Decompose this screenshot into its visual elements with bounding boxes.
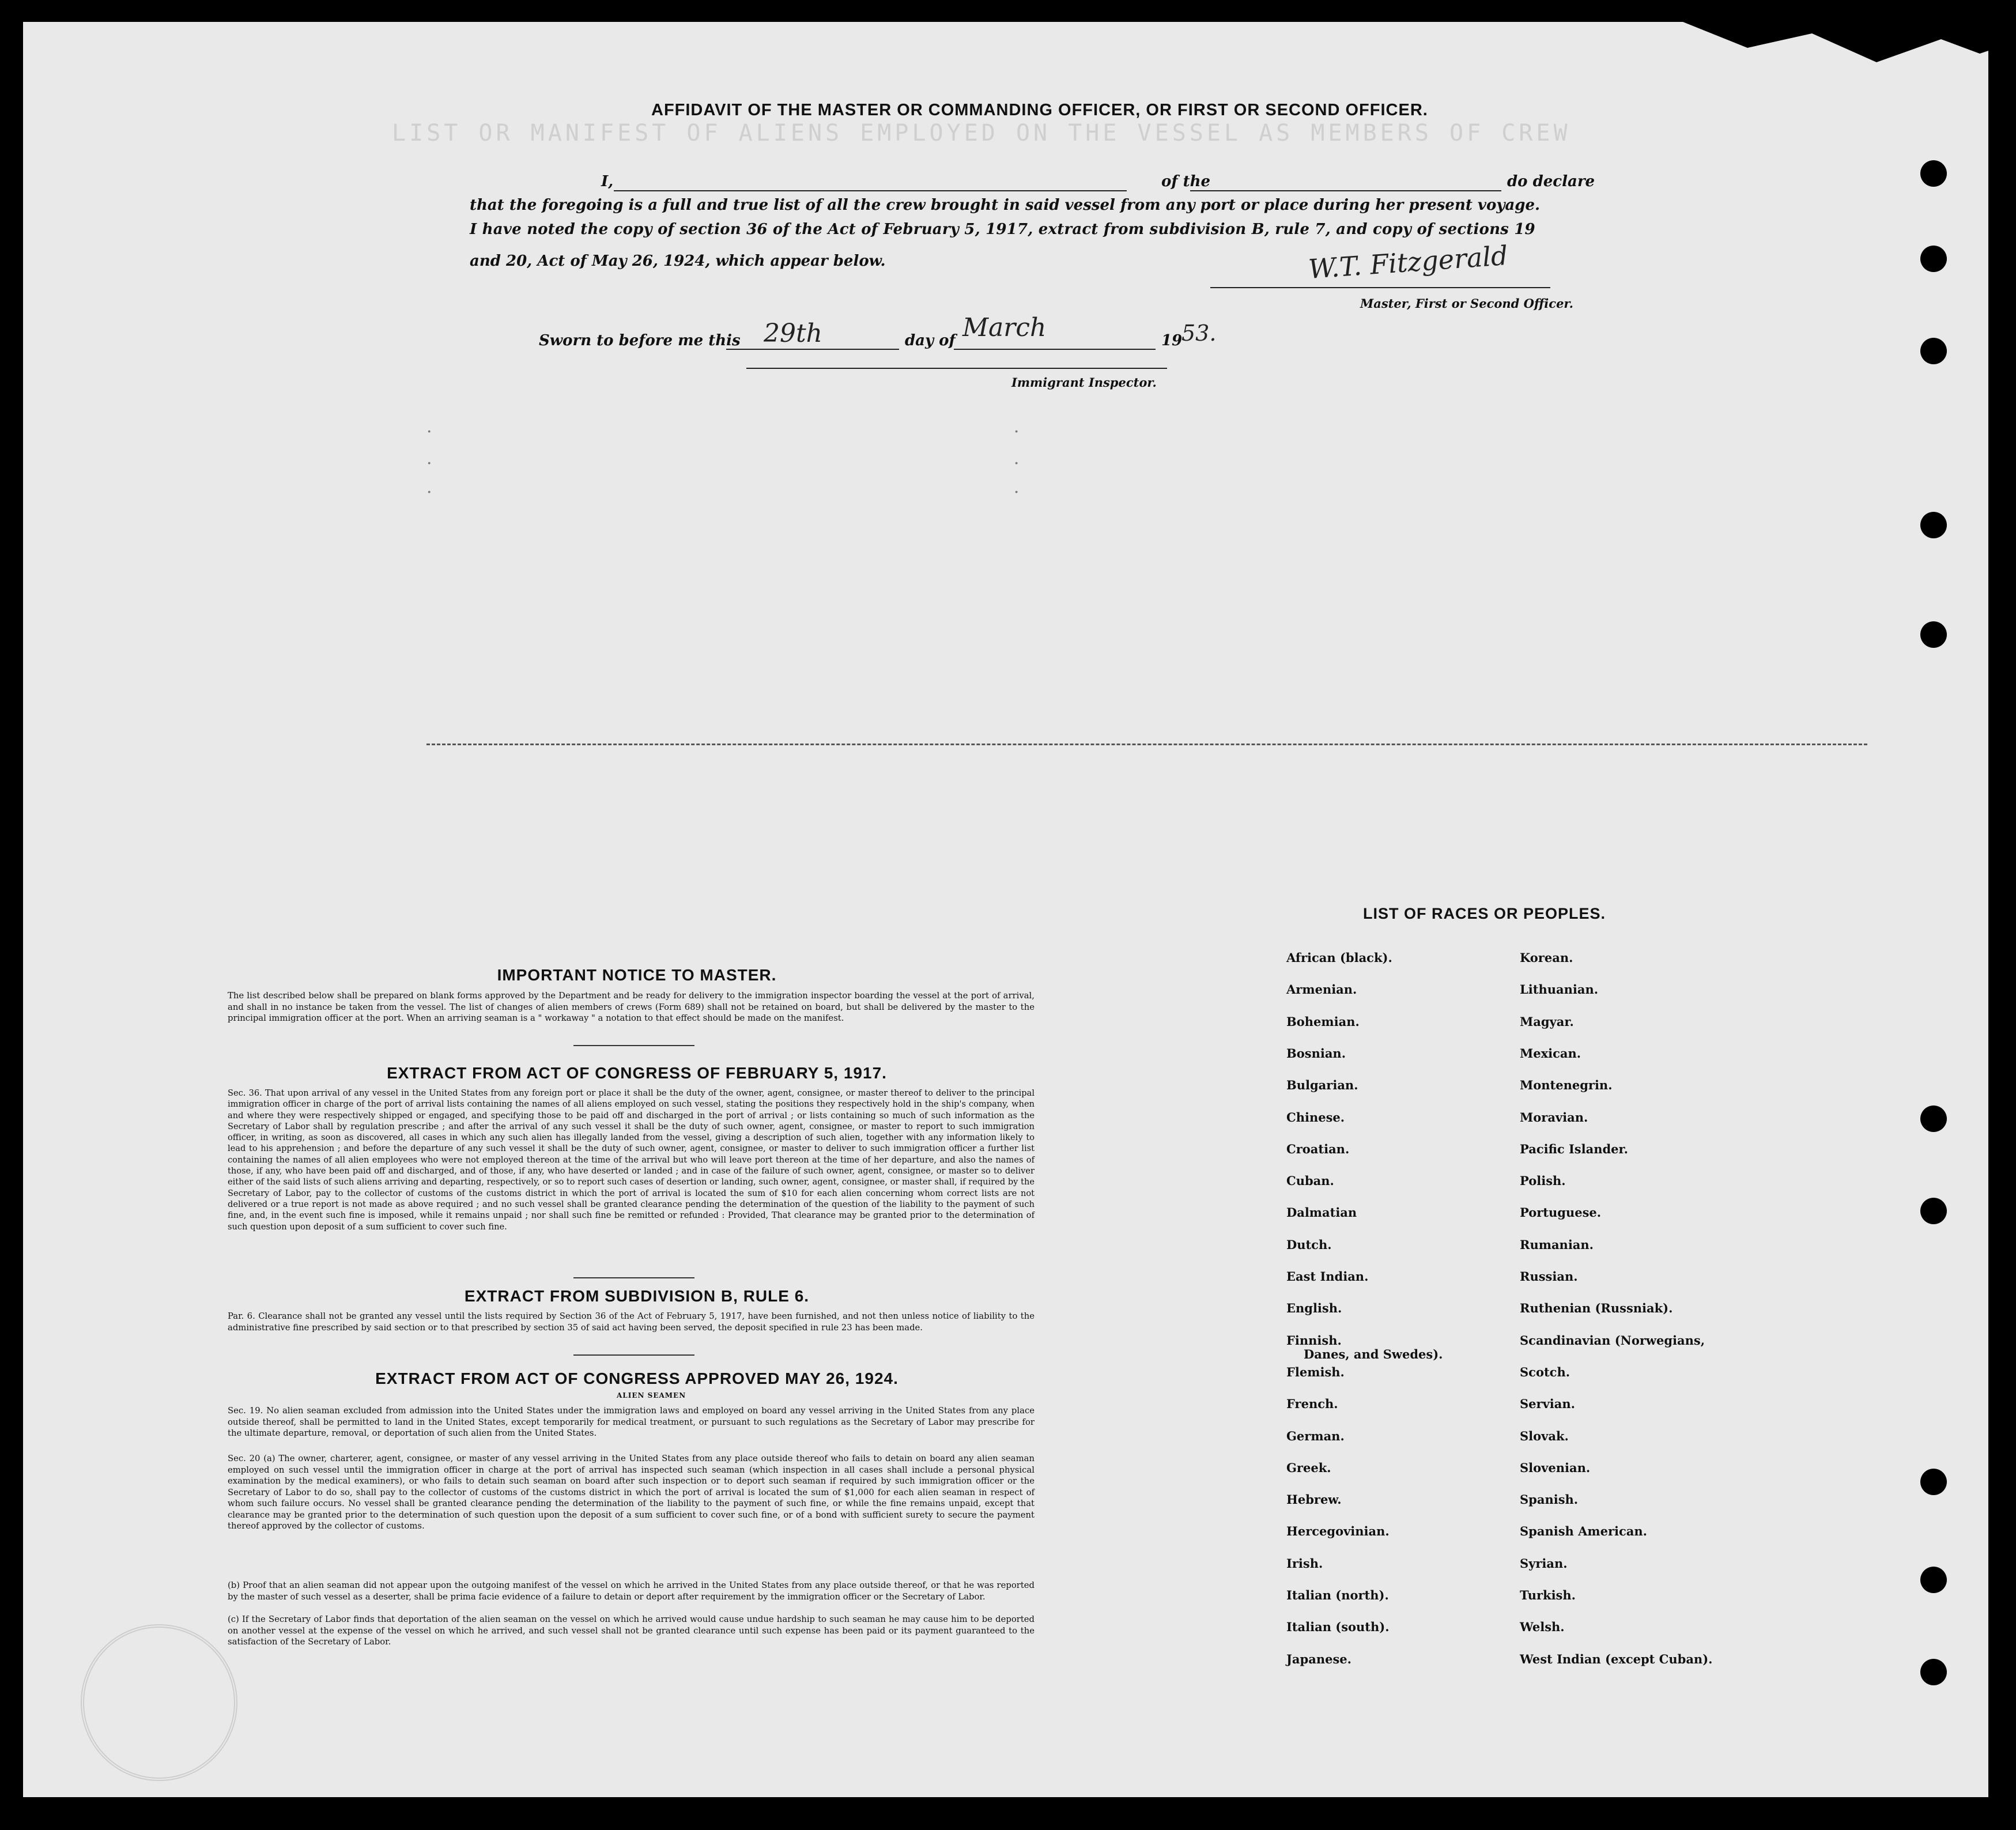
punch-hole	[1920, 1198, 1947, 1224]
sworn-day: 29th	[764, 319, 823, 348]
affidavit-i: I,	[601, 173, 614, 190]
race-item: Dutch.	[1286, 1237, 1332, 1252]
torn-corner	[1683, 22, 1988, 80]
race-item: Flemish.	[1286, 1364, 1345, 1379]
extract-rule6-title: EXTRACT FROM SUBDIVISION B, RULE 6.	[464, 1287, 810, 1305]
race-item: Syrian.	[1520, 1556, 1568, 1571]
punch-hole	[1920, 1567, 1947, 1593]
alien-seamen-subtitle: ALIEN SEAMEN	[617, 1391, 686, 1399]
sworn-month: March	[962, 313, 1047, 342]
extract-1917-body: Sec. 36. That upon arrival of any vessel in the United States from any foreign port or place it shall be the duty of the owner, agent, consignee, or master thereof to deliver to the principal immigration officer in charge of the port of arrival lists containing the names of all aliens employed on such vessel, stating the positions they respectively hold in the ship's company, when and where they were respectively shipped or engaged, and specifying those to be paid off and discharged in the port of arrival ; or lists containing so much of such information as the Secretary of Labor shall by regulation prescribe ; and after the arrival of any such vessel it shall be the duty of such owner, agent, consignee, or master to report to such immigration officer, in writing, as soon as discovered, all cases in which any such alien has illegally landed from the vessel, giving a description of such alien, together with any information likely to lead to his apprehension ; and before the departure of any such vessel it shall be the duty of such owner, agent, consignee, or master to deliver to such immigration officer a further list containing the names of all alien employees who were not employed thereon at the time of the arrival but who will leave port thereon at the time of her departure, and also the names of those, if any, who have been paid off and discharged, and of those, if any, who have deserted or landed ; and in case of the failure of such owner, agent, consignee, or master so to deliver either of the said lists of such aliens arriving and departing, respectively, or so to report such cases of desertion or landing, such owner, agent, consignee, or master shall, if required by the Secretary of Labor, pay to the collector of customs of the customs district in which the port of arrival is located the sum of $10 for each alien concerning whom correct lists are not delivered or a true report is not made as above required ; and no such vessel shall be granted clearance pending the determination of the question of the liability to the payment of such fine, and, in the event such fine is imposed, while it remains unpaid ; nor shall such fine be remitted or refunded : Provided, That clearance may be granted prior to the determination of such question upon deposit of a sum sufficient to cover such fine.	[228, 1088, 1035, 1232]
dot-leaders: . .	[426, 417, 1030, 437]
race-item: Hebrew.	[1286, 1492, 1342, 1507]
race-item: Moravian.	[1520, 1110, 1588, 1125]
affidavit-declare: do declare	[1507, 173, 1595, 190]
race-item: Hercegovinian.	[1286, 1524, 1390, 1539]
race-item: Croatian.	[1286, 1141, 1350, 1156]
name-blank-line	[614, 190, 1127, 191]
sec-20c: (c) If the Secretary of Labor finds that deportation of the alien seaman on the vessel on which he arrived would cause undue hardship to such seaman he may cause him to be deported on another vessel at the expense of the vessel on which he arrived, and such vessel shall not be granted clearance until such expense has been paid or its payment guaranteed to the satisfaction of the Secretary of Labor.	[228, 1614, 1035, 1647]
punch-hole	[1920, 246, 1947, 272]
sec-20a: Sec. 20 (a) The owner, charterer, agent, consignee, or master of any vessel arriving in the United States from any place outside thereof who fails to detain on board any alien seaman employed on such vessel until the immigration officer in charge at the port of arrival has inspected such seaman (which inspection in all cases shall include a personal physical examination by the medical examiners), or who fails to detain such seaman on board after such inspection or to deport such seaman if required by such immigration officer or the Secretary of Labor to do so, shall pay to the collector of customs of the customs district in which the port of arrival is located the sum of $1,000 for each alien seaman in respect of whom such failure occurs. No vessel shall be granted clearance pending the determination of the liability to the payment of such fine, or while the fine remains unpaid, except that clearance may be granted prior to the determination of such question upon the deposit of a sum sufficient to cover such fine, or of a bond with sufficient surety to secure the payment thereof approved by the collector of customs.	[228, 1454, 1035, 1531]
race-item: Japanese.	[1286, 1651, 1351, 1666]
race-item: English.	[1286, 1301, 1342, 1316]
signature: W.T. Fitzgerald	[1307, 239, 1509, 285]
race-item: Pacific Islander.	[1520, 1141, 1628, 1156]
punch-hole	[1920, 512, 1947, 538]
race-item: Finnish.	[1286, 1333, 1342, 1348]
day-of-label: day of	[905, 332, 956, 349]
section-rule	[573, 1277, 694, 1278]
race-item: Scotch.	[1520, 1364, 1570, 1379]
punch-hole	[1920, 1469, 1947, 1495]
affidavit-of-the: of the	[1161, 173, 1211, 190]
inspector-signature-line	[746, 368, 1167, 369]
race-item: West Indian (except Cuban).	[1520, 1651, 1713, 1666]
year-prefix: 19	[1161, 332, 1183, 349]
races-title: LIST OF RACES OR PEOPLES.	[1363, 905, 1606, 922]
race-item: Mexican.	[1520, 1046, 1581, 1061]
race-item: Italian (north).	[1286, 1588, 1389, 1602]
sec-19: Sec. 19. No alien seaman excluded from admission into the United States under the immigration laws and employed on board any vessel arriving in the United States from any place outside thereof, shall be permitted to land in the United States, except temporarily for medical treatment, or pursuant to such regulations as the Secretary of Labor may prescribe for the ultimate departure, removal, or deportation of such alien from the United States.	[228, 1406, 1035, 1438]
affidavit-line-2: that the foregoing is a full and true list of all the crew brought in said vessel from any port or place during her present voyage.	[470, 197, 1541, 214]
race-item: Scandinavian (Norwegians,	[1520, 1333, 1705, 1348]
race-item: Slovak.	[1520, 1428, 1569, 1443]
official-seal	[81, 1624, 237, 1781]
extract-1917-title: EXTRACT FROM ACT OF CONGRESS OF FEBRUARY 5, 1917.	[387, 1064, 887, 1082]
race-item: Polish.	[1520, 1174, 1566, 1188]
punch-hole	[1920, 1105, 1947, 1132]
notice-title: IMPORTANT NOTICE TO MASTER.	[497, 966, 777, 984]
race-item: Ruthenian (Russniak).	[1520, 1301, 1673, 1316]
section-rule	[573, 1045, 694, 1046]
affidavit-title: AFFIDAVIT OF THE MASTER OR COMMANDING OFFICER, OR FIRST OR SECOND OFFICER.	[651, 101, 1428, 119]
race-item: Korean.	[1520, 950, 1573, 965]
race-item: Spanish American.	[1520, 1524, 1647, 1539]
month-blank-line	[954, 349, 1156, 350]
dot-leaders: . .	[426, 448, 1030, 469]
race-item: Bosnian.	[1286, 1046, 1346, 1061]
inspector-caption: Immigrant Inspector.	[1011, 375, 1157, 390]
extract-rule6-body: Par. 6. Clearance shall not be granted any vessel until the lists required by Section 36 of the Act of February 5, 1917, have been furnished, and not then unless notice of liability to the administrative fine prescribed by said section or to that prescribed by section 35 of said act having been served, the deposit specified in rule 23 has been made.	[228, 1311, 1035, 1333]
document-page	[23, 22, 1988, 1797]
race-item: Armenian.	[1286, 982, 1357, 997]
race-item: Lithuanian.	[1520, 982, 1599, 997]
race-item: Cuban.	[1286, 1174, 1334, 1188]
section-rule	[573, 1354, 694, 1356]
race-item: Montenegrin.	[1520, 1078, 1613, 1093]
sworn-label: Sworn to before me this	[539, 332, 741, 349]
year-suffix: 53.	[1181, 320, 1217, 346]
race-item: African (black).	[1286, 950, 1392, 965]
race-item: Servian.	[1520, 1397, 1575, 1412]
race-item: Magyar.	[1520, 1014, 1574, 1029]
race-item: German.	[1286, 1428, 1345, 1443]
race-item: Rumanian.	[1520, 1237, 1594, 1252]
race-item: Irish.	[1286, 1556, 1323, 1571]
race-item: Turkish.	[1520, 1588, 1576, 1602]
race-item: Bohemian.	[1286, 1014, 1360, 1029]
punch-hole	[1920, 160, 1947, 187]
sec-20b: (b) Proof that an alien seaman did not appear upon the outgoing manifest of the vessel on which he arrived in the United States from any place outside thereof, or that he was reported by the master of such vessel as a deserter, shall be prima facie evidence of a failure to detain or deport after requirement by the immigration officer or the Secretary of Labor.	[228, 1580, 1035, 1602]
race-item: Welsh.	[1520, 1620, 1565, 1635]
punch-hole	[1920, 621, 1947, 648]
race-item: Chinese.	[1286, 1110, 1345, 1125]
race-item: Dalmatian	[1286, 1205, 1357, 1220]
signer-caption: Master, First or Second Officer.	[1360, 296, 1573, 311]
race-item: Slovenian.	[1520, 1460, 1591, 1475]
bleed-through-text: LIST OR MANIFEST OF ALIENS EMPLOYED ON THE VESSEL AS MEMBERS OF CREW	[392, 120, 1571, 146]
race-item: Portuguese.	[1520, 1205, 1602, 1220]
race-item: Spanish.	[1520, 1492, 1579, 1507]
affidavit-line-4: and 20, Act of May 26, 1924, which appear below.	[470, 252, 886, 270]
punch-hole	[1920, 1659, 1947, 1685]
day-blank-line	[726, 349, 899, 350]
extract-1924-title: EXTRACT FROM ACT OF CONGRESS APPROVED MAY 26, 1924.	[375, 1369, 898, 1387]
race-item: French.	[1286, 1397, 1338, 1412]
race-item: Greek.	[1286, 1460, 1331, 1475]
affidavit-line-3: I have noted the copy of section 36 of the Act of February 5, 1917, extract from subdivision B, rule 7, and copy of sections 19	[470, 221, 1535, 238]
race-item: East Indian.	[1286, 1269, 1369, 1284]
fold-line	[426, 744, 1867, 745]
race-item: Italian (south).	[1286, 1620, 1390, 1635]
dot-leaders: . .	[426, 477, 1030, 497]
race-item: Bulgarian.	[1286, 1078, 1358, 1093]
vessel-blank-line	[1190, 190, 1501, 191]
race-item: Danes, and Swedes).	[1304, 1346, 1443, 1361]
race-item: Russian.	[1520, 1269, 1578, 1284]
signature-line	[1210, 287, 1550, 288]
notice-body: The list described below shall be prepared on blank forms approved by the Department and be ready for delivery to the immigration inspector boarding the vessel at the port of arrival, and shall in no instance be taken from the vessel. The list of changes of alien members of crews (Form 689) shall not be retained on board, but shall be delivered by the master to the principal immigration officer at the port. When an arriving seaman is a " workaway " a notation to that effect should be made on the manifest.	[228, 991, 1035, 1023]
